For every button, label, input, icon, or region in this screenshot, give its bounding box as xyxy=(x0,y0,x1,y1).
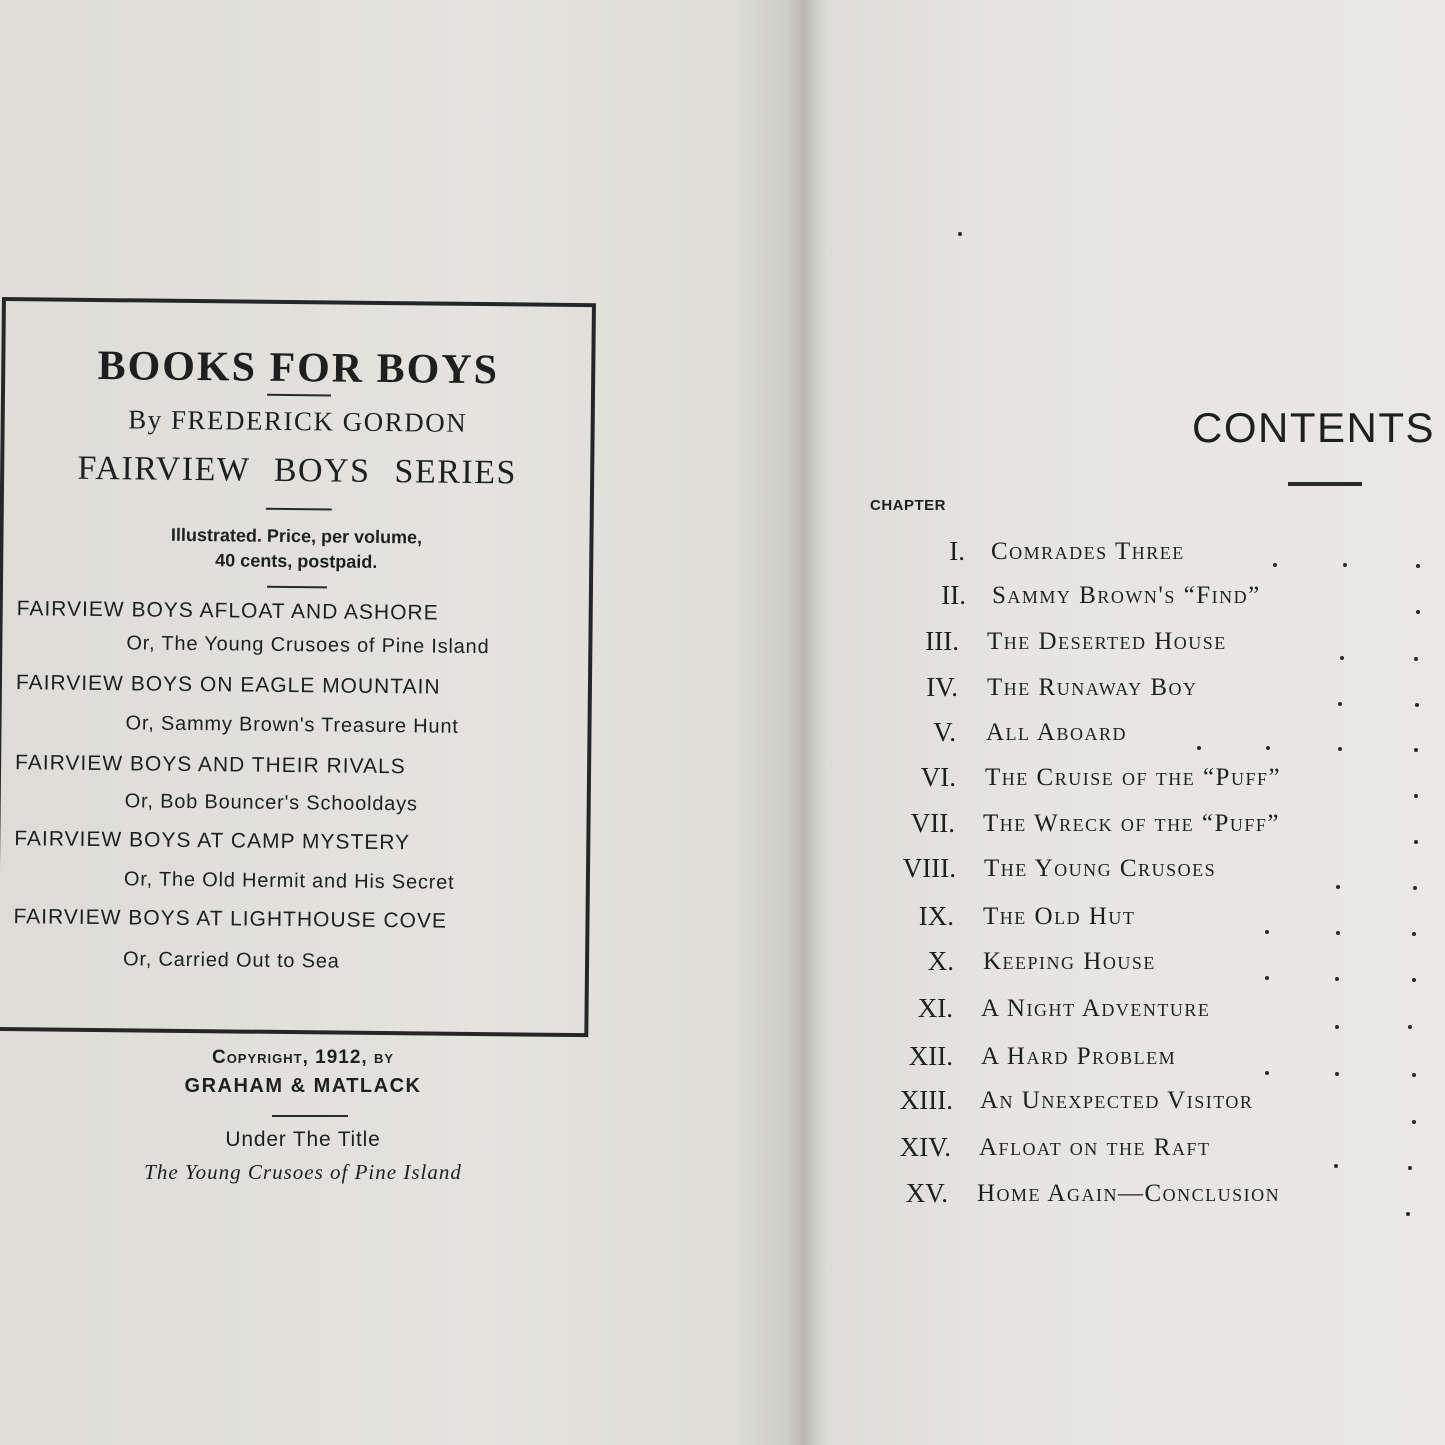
toc-row xyxy=(828,853,1445,893)
copyright-line: Copyright, 1912, by xyxy=(211,1047,395,1068)
toc-row xyxy=(828,993,1445,1033)
leader-dot xyxy=(1266,746,1270,750)
leader-dot xyxy=(1416,564,1420,568)
leader-dot xyxy=(1414,794,1418,798)
divider xyxy=(266,508,332,511)
ad-title: BOOKS FOR BOYS xyxy=(97,343,500,394)
chapter-number: I. xyxy=(949,536,965,566)
leader-dot xyxy=(1336,931,1340,935)
chapter-number: V. xyxy=(933,717,956,747)
ad-series: FAIRVIEW BOYS SERIES xyxy=(77,449,518,492)
chapter-number: XIII. xyxy=(899,1085,953,1115)
toc-row xyxy=(828,1085,1445,1125)
leader-dot xyxy=(1412,1073,1416,1077)
leader-dot xyxy=(1334,1164,1338,1168)
book-title: FAIRVIEW BOYS AFLOAT AND ASHORE xyxy=(16,597,439,625)
leader-dot xyxy=(1336,885,1340,889)
leader-dot xyxy=(1412,978,1416,982)
book-subtitle: Or, The Old Hermit and His Secret xyxy=(123,868,455,894)
toc-row xyxy=(828,1041,1445,1081)
leader-dot xyxy=(1338,747,1342,751)
chapter-title: A Night Adventure xyxy=(981,995,1211,1022)
leader-dot xyxy=(1265,976,1269,980)
chapter-title: The Wreck of the “Puff” xyxy=(983,810,1281,837)
chapter-number: XI. xyxy=(917,993,953,1023)
leader-dot xyxy=(1412,932,1416,936)
book-title: FAIRVIEW BOYS AT CAMP MYSTERY xyxy=(14,827,411,855)
leader-dot xyxy=(1414,840,1418,844)
chapter-number: II. xyxy=(941,580,966,610)
chapter-title: A Hard Problem xyxy=(981,1043,1177,1070)
book-subtitle: Or, Bob Bouncer's Schooldays xyxy=(124,790,418,816)
divider xyxy=(1288,482,1362,486)
leader-dot xyxy=(1406,1212,1410,1216)
chapter-number: XII. xyxy=(908,1041,953,1071)
leader-dot xyxy=(1340,656,1344,660)
price-line: 40 cents, postpaid. xyxy=(215,550,378,572)
leader-dot xyxy=(1414,657,1418,661)
toc-row xyxy=(828,580,1445,620)
toc-row xyxy=(828,762,1445,802)
chapter-label: CHAPTER xyxy=(870,497,947,514)
leader-dot xyxy=(1416,610,1420,614)
chapter-title: Afloat on the Raft xyxy=(979,1134,1211,1161)
chapter-title: The Cruise of the “Puff” xyxy=(985,764,1282,791)
toc-row xyxy=(828,626,1445,666)
leader-dot xyxy=(1197,746,1201,750)
leader-dot xyxy=(1415,703,1419,707)
leader-dot xyxy=(1413,886,1417,890)
toc-row xyxy=(828,717,1445,757)
leader-dot xyxy=(1408,1166,1412,1170)
chapter-title: An Unexpected Visitor xyxy=(980,1087,1254,1114)
price-line: Illustrated. Price, per volume, xyxy=(170,524,423,548)
chapter-title: The Runaway Boy xyxy=(987,674,1198,701)
book-title: FAIRVIEW BOYS AT LIGHTHOUSE COVE xyxy=(13,905,448,933)
ad-price xyxy=(3,521,589,577)
chapter-number: VI. xyxy=(920,762,956,792)
book-subtitle: Or, Carried Out to Sea xyxy=(122,948,340,973)
leader-dot xyxy=(1412,1120,1416,1124)
chapter-number: XIV. xyxy=(899,1132,951,1162)
chapter-number: IX. xyxy=(918,901,954,931)
book-gutter xyxy=(790,0,830,1445)
toc-row xyxy=(828,808,1445,848)
publisher-name: GRAHAM & MATLACK xyxy=(184,1075,422,1097)
chapter-title: All Aboard xyxy=(986,719,1127,746)
leader-dot xyxy=(1335,1025,1339,1029)
divider xyxy=(267,586,327,589)
contents-heading: CONTENTS xyxy=(1192,404,1435,451)
chapter-title: Comrades Three xyxy=(991,538,1185,565)
toc-row xyxy=(828,946,1445,986)
chapter-number: X. xyxy=(927,946,954,976)
divider xyxy=(267,394,331,397)
chapter-title: Keeping House xyxy=(983,948,1156,975)
page-speck xyxy=(958,232,962,236)
leader-dot xyxy=(1414,748,1418,752)
toc-row xyxy=(828,536,1445,576)
toc-row xyxy=(828,672,1445,712)
toc-row xyxy=(828,1132,1445,1172)
leader-dot xyxy=(1343,563,1347,567)
book-subtitle: Or, The Young Crusoes of Pine Island xyxy=(126,632,490,659)
leader-dot xyxy=(1265,1071,1269,1075)
chapter-number: IV. xyxy=(926,672,958,702)
right-page xyxy=(828,0,1445,1445)
toc-row xyxy=(828,901,1445,941)
leader-dot xyxy=(1335,977,1339,981)
chapter-number: VII. xyxy=(910,808,955,838)
chapter-title: The Young Crusoes xyxy=(984,855,1217,882)
under-title-line: Under The Title xyxy=(225,1128,381,1151)
chapter-number: XV. xyxy=(905,1178,948,1208)
leader-dot xyxy=(1335,1072,1339,1076)
chapter-number: VIII. xyxy=(902,853,956,883)
leader-dot xyxy=(1408,1025,1412,1029)
leader-dot xyxy=(1338,702,1342,706)
divider xyxy=(272,1115,348,1117)
book-title: FAIRVIEW BOYS ON EAGLE MOUNTAIN xyxy=(15,671,441,699)
chapter-title: The Deserted House xyxy=(987,628,1227,655)
ad-author: By FREDERICK GORDON xyxy=(128,404,468,438)
chapter-number: III. xyxy=(925,626,959,656)
book-subtitle: Or, Sammy Brown's Treasure Hunt xyxy=(125,712,459,738)
advertisement-box xyxy=(0,297,596,1037)
chapter-title: Sammy Brown's “Find” xyxy=(992,582,1261,609)
book-title: FAIRVIEW BOYS AND THEIR RIVALS xyxy=(15,751,406,779)
leader-dot xyxy=(1265,930,1269,934)
chapter-title: Home Again—Conclusion xyxy=(977,1180,1281,1207)
toc-row xyxy=(828,1178,1445,1218)
chapter-title: The Old Hut xyxy=(983,903,1136,930)
original-title: The Young Crusoes of Pine Island xyxy=(144,1160,462,1184)
leader-dot xyxy=(1273,563,1277,567)
